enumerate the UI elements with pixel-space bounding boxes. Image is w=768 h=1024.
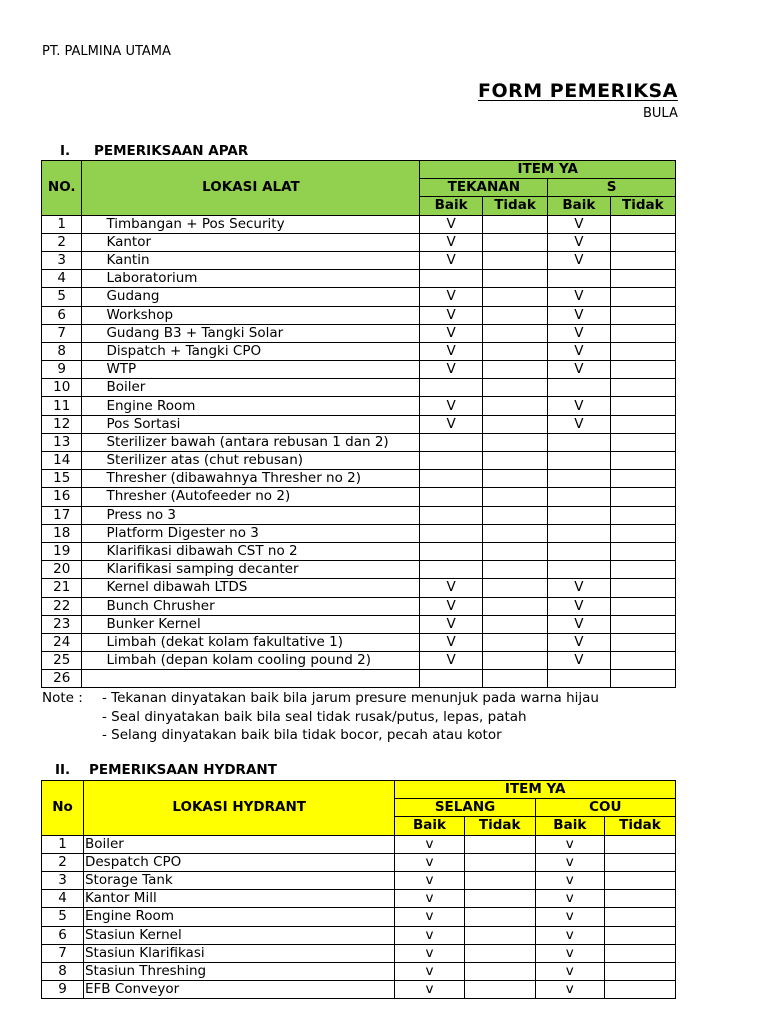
cell-location: Timbangan + Pos Security: [82, 215, 420, 233]
cell-no: 17: [42, 506, 82, 524]
cell-location: Stasiun Threshing: [83, 962, 394, 980]
cell-b-good: V: [548, 306, 610, 324]
cell-b-good: [548, 561, 610, 579]
cell-b-good: V: [548, 415, 610, 433]
cell-a-good: V: [420, 342, 482, 360]
cell-location: Laboratorium: [82, 270, 420, 288]
cell-location: Stasiun Klarifikasi: [83, 944, 394, 962]
cell-no: 3: [42, 251, 82, 269]
table-row: [42, 835, 676, 853]
cell-a-good: V: [420, 306, 482, 324]
apar-table: [41, 160, 676, 688]
cell-a-good: V: [420, 324, 482, 342]
cell-b-good: V: [548, 288, 610, 306]
cell-b-bad: [604, 962, 675, 980]
cell-a-bad: [464, 962, 535, 980]
cell-b-good: [548, 506, 610, 524]
cell-a-good: [420, 542, 482, 560]
cell-b-bad: [610, 488, 675, 506]
cell-b-bad: [610, 397, 675, 415]
header-item-group: ITEM YA: [420, 161, 676, 179]
header-row: [42, 161, 676, 179]
cell-b-good: V: [548, 597, 610, 615]
table-row: [42, 981, 676, 999]
cell-b-bad: [610, 324, 675, 342]
header-group-a: SELANG: [395, 799, 535, 817]
cell-b-bad: [610, 433, 675, 451]
cell-location: EFB Conveyor: [83, 981, 394, 999]
form-subtitle: BULA: [643, 106, 678, 121]
cell-location: Klarifikasi samping decanter: [82, 561, 420, 579]
cell-no: 21: [42, 579, 82, 597]
cell-location: Press no 3: [82, 506, 420, 524]
cell-a-bad: [482, 433, 547, 451]
cell-a-good: v: [395, 981, 464, 999]
cell-a-bad: [482, 288, 547, 306]
cell-location: Kantor Mill: [83, 890, 394, 908]
cell-b-bad: [604, 890, 675, 908]
cell-no: 13: [42, 433, 82, 451]
cell-location: Kantin: [82, 251, 420, 269]
header-good: Baik: [548, 197, 610, 215]
cell-location: Dispatch + Tangki CPO: [82, 342, 420, 360]
cell-b-bad: [610, 215, 675, 233]
cell-b-good: [548, 524, 610, 542]
table-row: [42, 233, 676, 251]
table-row: [42, 506, 676, 524]
cell-a-good: V: [420, 597, 482, 615]
section-heading-apar: [60, 143, 248, 159]
cell-a-bad: [482, 324, 547, 342]
cell-b-good: V: [548, 633, 610, 651]
cell-b-bad: [610, 506, 675, 524]
header-good: Baik: [395, 817, 464, 835]
section-title: PEMERIKSAAN HYDRANT: [89, 762, 277, 778]
cell-a-bad: [482, 270, 547, 288]
table-row: [42, 926, 676, 944]
cell-location: Storage Tank: [83, 871, 394, 889]
apar-table-container: [41, 160, 676, 690]
cell-b-bad: [610, 361, 675, 379]
cell-a-good: v: [395, 962, 464, 980]
cell-b-bad: [610, 615, 675, 633]
cell-a-bad: [482, 233, 547, 251]
cell-no: 25: [42, 652, 82, 670]
cell-a-bad: [464, 981, 535, 999]
header-group-b: S: [548, 179, 676, 197]
cell-a-bad: [482, 524, 547, 542]
hydrant-table: [41, 780, 676, 999]
cell-no: 7: [42, 944, 84, 962]
cell-no: 26: [42, 670, 82, 688]
cell-a-bad: [482, 561, 547, 579]
cell-location: Thresher (dibawahnya Thresher no 2): [82, 470, 420, 488]
cell-no: 5: [42, 288, 82, 306]
table-row: [42, 397, 676, 415]
section-title: PEMERIKSAAN APAR: [94, 143, 249, 159]
cell-b-good: [548, 270, 610, 288]
header-good: Baik: [420, 197, 482, 215]
cell-no: 19: [42, 542, 82, 560]
header-bad: Tidak: [482, 197, 547, 215]
cell-a-bad: [482, 379, 547, 397]
note-line: - Seal dinyatakan baik bila seal tidak rusak/putus, lepas, patah: [102, 708, 527, 725]
header-group-b: COU: [535, 799, 675, 817]
cell-a-good: v: [395, 890, 464, 908]
company-name: PT. PALMINA UTAMA: [42, 44, 171, 59]
cell-no: 7: [42, 324, 82, 342]
cell-a-bad: [482, 597, 547, 615]
cell-b-good: v: [535, 944, 604, 962]
cell-a-bad: [482, 579, 547, 597]
cell-a-good: [420, 488, 482, 506]
cell-no: 6: [42, 306, 82, 324]
header-item-group: ITEM YA: [395, 781, 676, 799]
cell-a-good: V: [420, 233, 482, 251]
cell-a-good: V: [420, 652, 482, 670]
form-title: FORM PEMERIKSA: [478, 80, 678, 102]
cell-location: Engine Room: [82, 397, 420, 415]
cell-a-good: V: [420, 579, 482, 597]
apar-table-body: [42, 161, 676, 688]
cell-b-bad: [604, 981, 675, 999]
cell-b-bad: [610, 306, 675, 324]
cell-location: Thresher (Autofeeder no 2): [82, 488, 420, 506]
cell-no: 4: [42, 890, 84, 908]
cell-b-bad: [610, 415, 675, 433]
cell-location: Stasiun Kernel: [83, 926, 394, 944]
cell-b-bad: [604, 926, 675, 944]
header-bad: Tidak: [610, 197, 675, 215]
cell-no: 20: [42, 561, 82, 579]
cell-a-bad: [482, 215, 547, 233]
cell-b-bad: [610, 524, 675, 542]
cell-a-bad: [482, 342, 547, 360]
cell-location: Engine Room: [83, 908, 394, 926]
cell-a-bad: [464, 926, 535, 944]
cell-a-good: V: [420, 415, 482, 433]
cell-a-bad: [482, 542, 547, 560]
hydrant-table-body: [42, 781, 676, 999]
cell-a-good: [420, 670, 482, 688]
cell-a-good: [420, 433, 482, 451]
cell-b-bad: [610, 342, 675, 360]
table-row: [42, 908, 676, 926]
cell-no: 10: [42, 379, 82, 397]
cell-a-bad: [464, 890, 535, 908]
note-line: - Selang dinyatakan baik bila tidak bocor, pecah atau kotor: [102, 727, 502, 744]
cell-b-bad: [610, 270, 675, 288]
header-group-a: TEKANAN: [420, 179, 548, 197]
cell-b-good: v: [535, 926, 604, 944]
header-location: LOKASI ALAT: [82, 161, 420, 216]
cell-a-bad: [482, 452, 547, 470]
cell-b-good: V: [548, 615, 610, 633]
cell-b-bad: [610, 251, 675, 269]
cell-a-good: [420, 506, 482, 524]
cell-b-bad: [610, 579, 675, 597]
cell-a-bad: [464, 853, 535, 871]
cell-a-good: v: [395, 871, 464, 889]
cell-a-bad: [482, 470, 547, 488]
cell-b-bad: [604, 944, 675, 962]
section-number: I.: [60, 143, 71, 159]
cell-b-good: V: [548, 324, 610, 342]
notes-label: Note :: [42, 690, 83, 706]
cell-location: Limbah (depan kolam cooling pound 2): [82, 652, 420, 670]
cell-a-bad: [482, 251, 547, 269]
cell-a-good: V: [420, 615, 482, 633]
cell-no: 24: [42, 633, 82, 651]
cell-b-good: V: [548, 397, 610, 415]
cell-b-good: v: [535, 908, 604, 926]
cell-a-bad: [482, 615, 547, 633]
cell-a-bad: [464, 944, 535, 962]
cell-location: Sterilizer bawah (antara rebusan 1 dan 2): [82, 433, 420, 451]
cell-location: Platform Digester no 3: [82, 524, 420, 542]
header-bad: Tidak: [464, 817, 535, 835]
cell-b-good: v: [535, 890, 604, 908]
cell-no: 1: [42, 835, 84, 853]
cell-no: 1: [42, 215, 82, 233]
note-line: - Tekanan dinyatakan baik bila jarum presure menunjuk pada warna hijau: [102, 690, 599, 706]
cell-a-bad: [482, 415, 547, 433]
cell-a-good: [420, 470, 482, 488]
cell-b-bad: [610, 670, 675, 688]
table-row: [42, 871, 676, 889]
cell-b-bad: [604, 853, 675, 871]
cell-b-good: v: [535, 981, 604, 999]
cell-no: 9: [42, 361, 82, 379]
cell-a-bad: [482, 397, 547, 415]
table-row: [42, 288, 676, 306]
cell-no: 6: [42, 926, 84, 944]
cell-a-good: V: [420, 361, 482, 379]
cell-location: Limbah (dekat kolam fakultative 1): [82, 633, 420, 651]
table-row: [42, 251, 676, 269]
table-row: [42, 379, 676, 397]
cell-a-bad: [482, 633, 547, 651]
cell-a-bad: [482, 306, 547, 324]
cell-a-bad: [464, 871, 535, 889]
cell-b-good: V: [548, 361, 610, 379]
cell-b-good: [548, 670, 610, 688]
cell-no: 11: [42, 397, 82, 415]
cell-b-good: [548, 452, 610, 470]
table-row: [42, 270, 676, 288]
cell-b-bad: [610, 597, 675, 615]
cell-a-bad: [482, 361, 547, 379]
cell-b-bad: [610, 470, 675, 488]
table-row: [42, 433, 676, 451]
table-row: [42, 361, 676, 379]
cell-a-good: V: [420, 288, 482, 306]
cell-location: Pos Sortasi: [82, 415, 420, 433]
hydrant-table-container: [41, 780, 676, 1000]
table-row: [42, 452, 676, 470]
table-row: [42, 415, 676, 433]
cell-location: Despatch CPO: [83, 853, 394, 871]
cell-no: 22: [42, 597, 82, 615]
table-row: [42, 488, 676, 506]
cell-b-bad: [610, 542, 675, 560]
cell-b-bad: [610, 233, 675, 251]
cell-a-bad: [482, 652, 547, 670]
cell-location: Bunker Kernel: [82, 615, 420, 633]
header-location: LOKASI HYDRANT: [83, 781, 394, 836]
cell-location: Boiler: [82, 379, 420, 397]
table-row: [42, 342, 676, 360]
cell-b-bad: [604, 835, 675, 853]
cell-a-bad: [482, 488, 547, 506]
cell-b-bad: [610, 633, 675, 651]
cell-b-good: [548, 379, 610, 397]
cell-a-bad: [464, 908, 535, 926]
cell-a-good: V: [420, 215, 482, 233]
cell-no: 16: [42, 488, 82, 506]
cell-location: WTP: [82, 361, 420, 379]
cell-b-good: V: [548, 342, 610, 360]
cell-a-bad: [482, 670, 547, 688]
cell-location: Bunch Chrusher: [82, 597, 420, 615]
cell-no: 5: [42, 908, 84, 926]
cell-a-good: v: [395, 835, 464, 853]
cell-no: 9: [42, 981, 84, 999]
table-row: [42, 561, 676, 579]
cell-b-good: v: [535, 871, 604, 889]
cell-b-bad: [604, 908, 675, 926]
cell-no: 3: [42, 871, 84, 889]
table-row: [42, 215, 676, 233]
cell-no: 14: [42, 452, 82, 470]
cell-no: 4: [42, 270, 82, 288]
cell-b-good: V: [548, 652, 610, 670]
cell-b-good: v: [535, 835, 604, 853]
cell-location: Klarifikasi dibawah CST no 2: [82, 542, 420, 560]
cell-no: 12: [42, 415, 82, 433]
table-row: [42, 962, 676, 980]
cell-location: Workshop: [82, 306, 420, 324]
cell-b-good: V: [548, 215, 610, 233]
cell-a-good: v: [395, 926, 464, 944]
cell-a-good: V: [420, 397, 482, 415]
cell-location: Gudang: [82, 288, 420, 306]
cell-a-good: [420, 524, 482, 542]
cell-location: Kantor: [82, 233, 420, 251]
cell-a-good: [420, 379, 482, 397]
cell-no: 15: [42, 470, 82, 488]
table-row: [42, 853, 676, 871]
table-row: [42, 524, 676, 542]
cell-a-good: v: [395, 853, 464, 871]
header-good: Baik: [535, 817, 604, 835]
cell-no: 18: [42, 524, 82, 542]
cell-b-good: V: [548, 579, 610, 597]
cell-b-good: [548, 488, 610, 506]
table-row: [42, 470, 676, 488]
cell-location: Sterilizer atas (chut rebusan): [82, 452, 420, 470]
cell-b-bad: [610, 452, 675, 470]
cell-b-good: v: [535, 853, 604, 871]
cell-no: 2: [42, 233, 82, 251]
cell-b-good: [548, 542, 610, 560]
header-row: [42, 781, 676, 799]
cell-location: Boiler: [83, 835, 394, 853]
cell-location: Kernel dibawah LTDS: [82, 579, 420, 597]
cell-b-bad: [610, 561, 675, 579]
table-row: [42, 579, 676, 597]
cell-b-bad: [610, 288, 675, 306]
cell-a-good: [420, 270, 482, 288]
table-row: [42, 306, 676, 324]
cell-no: 8: [42, 962, 84, 980]
cell-a-bad: [464, 835, 535, 853]
cell-b-bad: [610, 379, 675, 397]
cell-b-bad: [610, 652, 675, 670]
header-bad: Tidak: [604, 817, 675, 835]
header-no: No: [42, 781, 84, 836]
section-heading-hydrant: [55, 762, 277, 778]
cell-a-bad: [482, 506, 547, 524]
cell-b-good: [548, 433, 610, 451]
table-row: [42, 890, 676, 908]
table-row: [42, 542, 676, 560]
cell-a-good: v: [395, 908, 464, 926]
table-row: [42, 615, 676, 633]
cell-no: 23: [42, 615, 82, 633]
table-row: [42, 597, 676, 615]
header-no: NO.: [42, 161, 82, 216]
cell-a-good: v: [395, 944, 464, 962]
cell-b-good: [548, 470, 610, 488]
cell-no: 2: [42, 853, 84, 871]
cell-b-good: v: [535, 962, 604, 980]
cell-a-good: V: [420, 633, 482, 651]
cell-location: [82, 670, 420, 688]
cell-a-good: V: [420, 251, 482, 269]
table-row: [42, 324, 676, 342]
cell-b-bad: [604, 871, 675, 889]
cell-no: 8: [42, 342, 82, 360]
cell-a-good: [420, 452, 482, 470]
table-row: [42, 633, 676, 651]
section-number: II.: [55, 762, 71, 778]
cell-b-good: V: [548, 233, 610, 251]
table-row: [42, 944, 676, 962]
table-row: [42, 670, 676, 688]
cell-location: Gudang B3 + Tangki Solar: [82, 324, 420, 342]
table-row: [42, 652, 676, 670]
cell-b-good: V: [548, 251, 610, 269]
cell-a-good: [420, 561, 482, 579]
